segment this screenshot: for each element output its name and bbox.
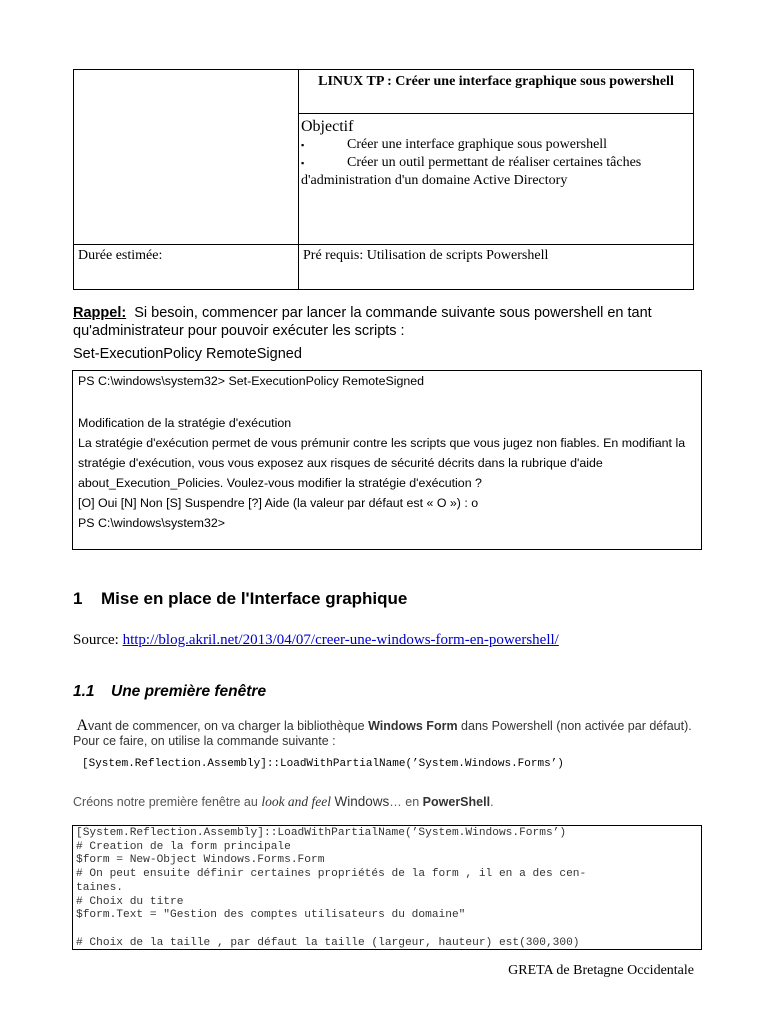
load-command: [System.Reflection.Assembly]::LoadWithPartialName(’System.Windows.Forms’) (82, 758, 564, 770)
code-line: [System.Reflection.Assembly]::LoadWithPartialName(’System.Windows.Forms’) (76, 827, 567, 839)
section-title: Mise en place de l'Interface graphique (101, 589, 408, 608)
code-line: # Creation de la form principale (76, 840, 291, 853)
code-line: # On peut ensuite définir certaines propriétés de la form , il en a des cen- (76, 868, 587, 881)
page-footer: GRETA de Bretagne Occidentale (508, 963, 694, 978)
prerequisite-cell: Pré requis: Utilisation de scripts Powershell (299, 245, 694, 290)
doc-title: LINUX TP : Créer une interface graphique sous powershell (299, 70, 694, 114)
objective-item (301, 154, 693, 172)
rappel-label: Rappel: (73, 305, 127, 321)
para-text: … en (389, 795, 420, 809)
objective-text: Créer une interface graphique sous powershell (347, 137, 608, 152)
section-number: 1 (73, 589, 83, 608)
para-text: Créons notre première fenêtre au (73, 795, 258, 809)
para-text: dans Powershell (non activée par défaut). Pour ce faire, on utilise la commande suivante : (73, 719, 692, 748)
code-line: # Choix de la taille , par défaut la taille (largeur, hauteur) est(300,300) (76, 936, 580, 949)
powershell-output-box (72, 370, 702, 550)
drop-letter: A (76, 717, 89, 734)
objective-cell (299, 114, 694, 245)
square-bullet-icon: ▪ (301, 140, 305, 150)
ps-line: Modification de la stratégie d'exécution (78, 416, 292, 430)
source-link[interactable]: http://blog.akril.net/2013/04/07/creer-une-windows-form-en-powershell/ (122, 632, 559, 648)
ps-line: PS C:\windows\system32> (78, 516, 226, 530)
ps-line: PS C:\windows\system32> Set-ExecutionPolicy RemoteSigned (78, 374, 425, 388)
ps-line: [O] Oui [N] Non [S] Suspendre [?] Aide (la valeur par défaut est « O ») : o (78, 496, 479, 510)
subsection-heading (73, 683, 266, 701)
ps-line: about_Execution_Policies. Voulez-vous modifier la stratégie d'exécution ? (78, 476, 482, 490)
subsection-number: 1.1 (73, 683, 95, 700)
para-text: vant de commencer, on va charger la bibliothèque (88, 719, 365, 733)
rappel-command: Set-ExecutionPolicy RemoteSigned (73, 346, 302, 362)
para-bold: PowerShell (422, 795, 491, 809)
ps-line: La stratégie d'exécution permet de vous prémunir contre les scripts que vous jugez non fiables. En modifiant la (78, 436, 686, 450)
objective-item (301, 136, 693, 154)
code-line: # Choix du titre (76, 895, 184, 908)
subsection-title: Une première fenêtre (111, 683, 267, 700)
rappel-text: Si besoin, commencer par lancer la commande suivante sous powershell en tant qu'administrateur pour pouvoir exécuter les scripts : (73, 305, 652, 339)
duration-cell: Durée estimée: (74, 245, 299, 290)
para-end: . (490, 795, 494, 809)
para-bold: Windows Form (368, 719, 458, 733)
header-table (73, 69, 694, 290)
second-paragraph (73, 794, 494, 810)
objective-continuation: d'administration d'un domaine Active Directory (301, 173, 568, 188)
code-block (72, 825, 702, 950)
code-line: $form.Text = "Gestion des comptes utilisateurs du domaine" (76, 909, 466, 922)
intro-paragraph (73, 718, 713, 749)
objective-label: Objectif (301, 118, 354, 135)
code-line: $form = New-Object Windows.Forms.Form (76, 854, 325, 867)
rappel-paragraph (73, 304, 703, 340)
para-windows: Windows (334, 794, 390, 809)
source-line (73, 632, 559, 649)
section-heading (73, 589, 407, 609)
code-line (76, 923, 698, 937)
square-bullet-icon: ▪ (301, 158, 305, 168)
code-line: taines. (76, 881, 123, 894)
objective-text: Créer un outil permettant de réaliser certaines tâches (347, 155, 642, 170)
ps-line: stratégie d'exécution, vous vous exposez aux risques de sécurité décrits dans la rubrique d'aide (78, 456, 603, 470)
empty-cell (74, 70, 299, 245)
source-label: Source: (73, 632, 119, 648)
para-italic: look and feel (261, 794, 332, 809)
